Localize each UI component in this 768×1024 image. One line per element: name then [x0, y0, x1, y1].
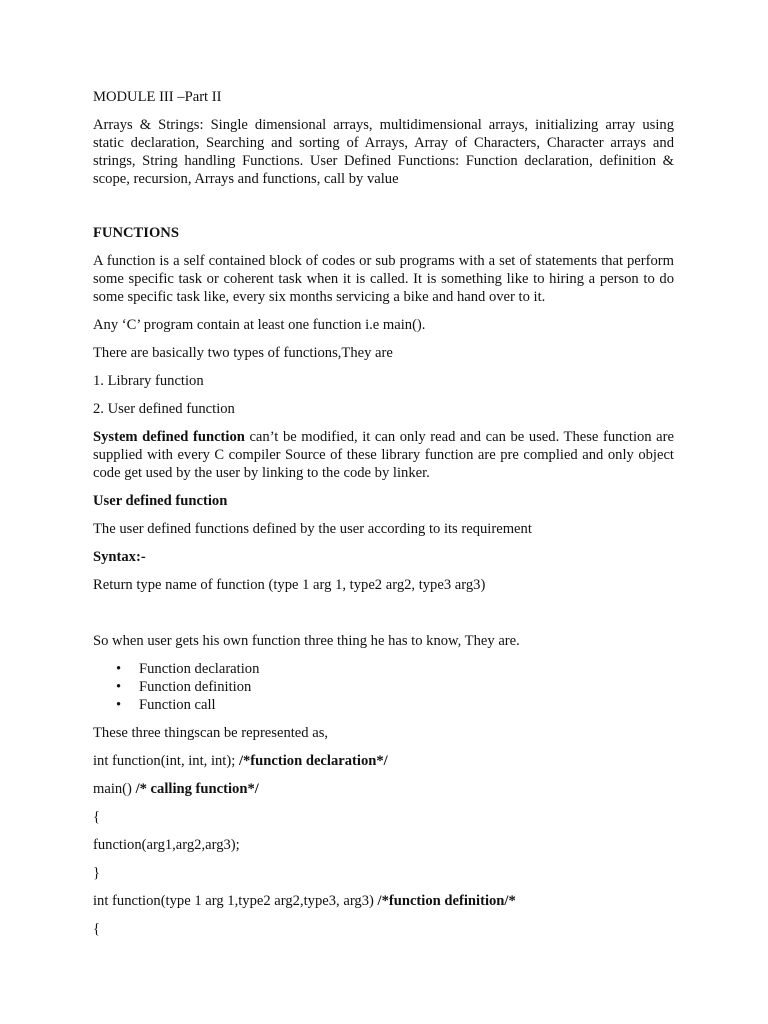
code-open-brace-2: {: [93, 921, 101, 937]
type-library-function: 1. Library function: [93, 373, 204, 389]
code-definition: int function(type 1 arg 1,type2 arg2,type3, arg3): [93, 893, 378, 909]
code-main: main(): [93, 781, 136, 797]
two-types-text: There are basically two types of functions,They are: [93, 345, 393, 361]
code-main-comment: /* calling function*/: [135, 781, 259, 797]
bullet-icon: •: [116, 697, 122, 713]
bullet-text: Function call: [139, 697, 216, 713]
code-close-brace: }: [93, 865, 101, 881]
system-defined-paragraph: [93, 428, 674, 482]
functions-paragraph: A function is a self contained block of codes or sub programs with a set of statements that perform some specific task or coherent task when it is called. It is something like to hiring a person to do some specific task like, every six months servicing a bike and hand over to it.: [93, 253, 674, 305]
code-definition-line: [93, 892, 674, 910]
bullet-list: [93, 660, 674, 714]
document-page: [93, 85, 674, 938]
code-call-line: function(arg1,arg2,arg3);: [93, 837, 240, 853]
code-main-line: [93, 780, 674, 798]
code-open-brace: {: [93, 809, 101, 825]
functions-heading: FUNCTIONS: [93, 225, 179, 241]
syntax-heading: Syntax:-: [93, 549, 146, 565]
module-title: MODULE III –Part II: [93, 89, 222, 105]
three-things-text: So when user gets his own function three thing he has to know, They are.: [93, 633, 520, 649]
any-c-program-text: Any ‘C’ program contain at least one function i.e main().: [93, 317, 426, 333]
code-declaration-comment: /*function declaration*/: [238, 753, 388, 769]
code-declaration: int function(int, int, int);: [93, 753, 239, 769]
type-user-defined-function: 2. User defined function: [93, 401, 235, 417]
bullet-text: Function definition: [139, 679, 252, 695]
code-definition-comment: /*function definition/*: [377, 893, 516, 909]
list-item: [93, 660, 674, 678]
code-declaration-line: [93, 752, 674, 770]
bullet-text: Function declaration: [139, 661, 260, 677]
list-item: [93, 678, 674, 696]
list-item: [93, 696, 674, 714]
user-defined-heading: User defined function: [93, 493, 228, 509]
syntax-line: Return type name of function (type 1 arg 1, type2 arg2, type3 arg3): [93, 577, 486, 593]
bullet-icon: •: [116, 661, 122, 677]
bullet-icon: •: [116, 679, 122, 695]
system-defined-rest: can’t be modified, it can only read and can be used. These function are supplied with every C compiler Source of these library function are pre complied and only object code get used by the user by linking to the code by linker.: [93, 429, 674, 481]
system-defined-bold: System defined function: [93, 429, 245, 445]
user-defined-paragraph: The user defined functions defined by the user according to its requirement: [93, 521, 532, 537]
represented-text: These three thingscan be represented as,: [93, 725, 329, 741]
intro-paragraph: Arrays & Strings: Single dimensional arrays, multidimensional arrays, initializing array using static declaration, Searching and sorting of Arrays, Array of Characters, Character arrays and strings, String handling Functions. User Defined Functions: Function declaration, definition & scope, recursion, Arrays and functions, call by value: [93, 117, 674, 187]
